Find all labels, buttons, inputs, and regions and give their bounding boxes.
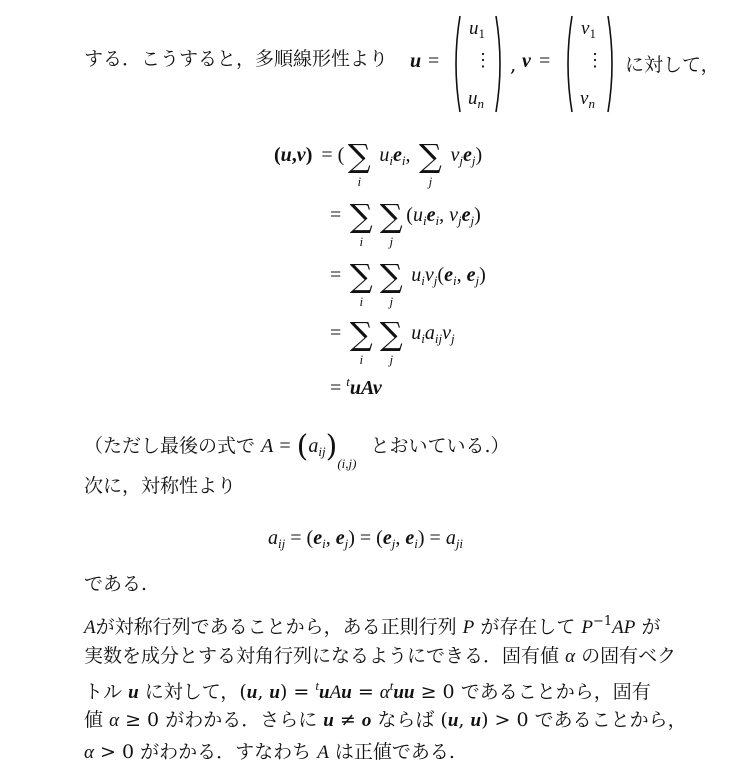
derivation-row-2: = ∑ i ∑ j ($u_ie_i$, $v_je_j$) [330, 197, 481, 249]
v-dots: ⋮ [586, 50, 604, 71]
vn-entry: $v_n$ [580, 88, 595, 111]
v1-entry: $v_1$ [581, 18, 596, 41]
para-line-2: 実数を成分とする対角行列になるようにできる．固有値 α の固有ベク [84, 645, 677, 667]
vector-v-label: v [522, 50, 531, 72]
para-line-5: α > 0 がわかる．すなわち A は正値である. [84, 741, 455, 763]
note-line: （ただし最後の式で $A = (a_{ij})_{(i,j)}$ とおいている.） [84, 429, 510, 471]
para-line-1: Aが対称行列であることから，ある正則行列 P が存在して $P^{-1}AP$ が [84, 614, 661, 638]
un-entry: $u_n$ [468, 88, 484, 111]
next-line: 次に，対称性より [84, 475, 237, 497]
comma: , [510, 52, 517, 76]
derivation-row-3: = ∑ i ∑ j $u_iv_j(e_i$, $e_j$) [330, 257, 486, 309]
u1-entry: $u_1$ [469, 18, 485, 41]
derivation-row-4: = ∑ i ∑ j $u_ia_{ij}v_j$ [330, 315, 455, 367]
symmetry-equation: $a_{ij} = (e_i$, $e_j) = (e_j$, $e_i) = a_{ji}$ [268, 527, 464, 551]
derivation-row-5: = $^t$uAv [330, 374, 382, 399]
para-line-3: トル u に対して，(u, $u) = ^tuAu = \alpha^tuu \ge 0$ であることから，固有 [84, 678, 651, 703]
intro-lead: する．こうすると，多順線形性より [84, 48, 389, 70]
para-line-4: 値 α ≥ 0 がわかる．さらに u ≠ o ならば (u, u) > 0 であることから， [84, 709, 687, 731]
equals-sign-2: = [539, 50, 551, 72]
derivation-row-1: (u,v) = ( ∑ i $u_ie_i$, ∑ j $v_je_j$) [274, 137, 483, 189]
equals-sign: = [428, 50, 440, 72]
vector-u-label: u [410, 50, 422, 72]
u-dots: ⋮ [474, 50, 492, 71]
intro-tail: に対して， [625, 54, 720, 76]
dearu-line: である. [84, 573, 148, 595]
